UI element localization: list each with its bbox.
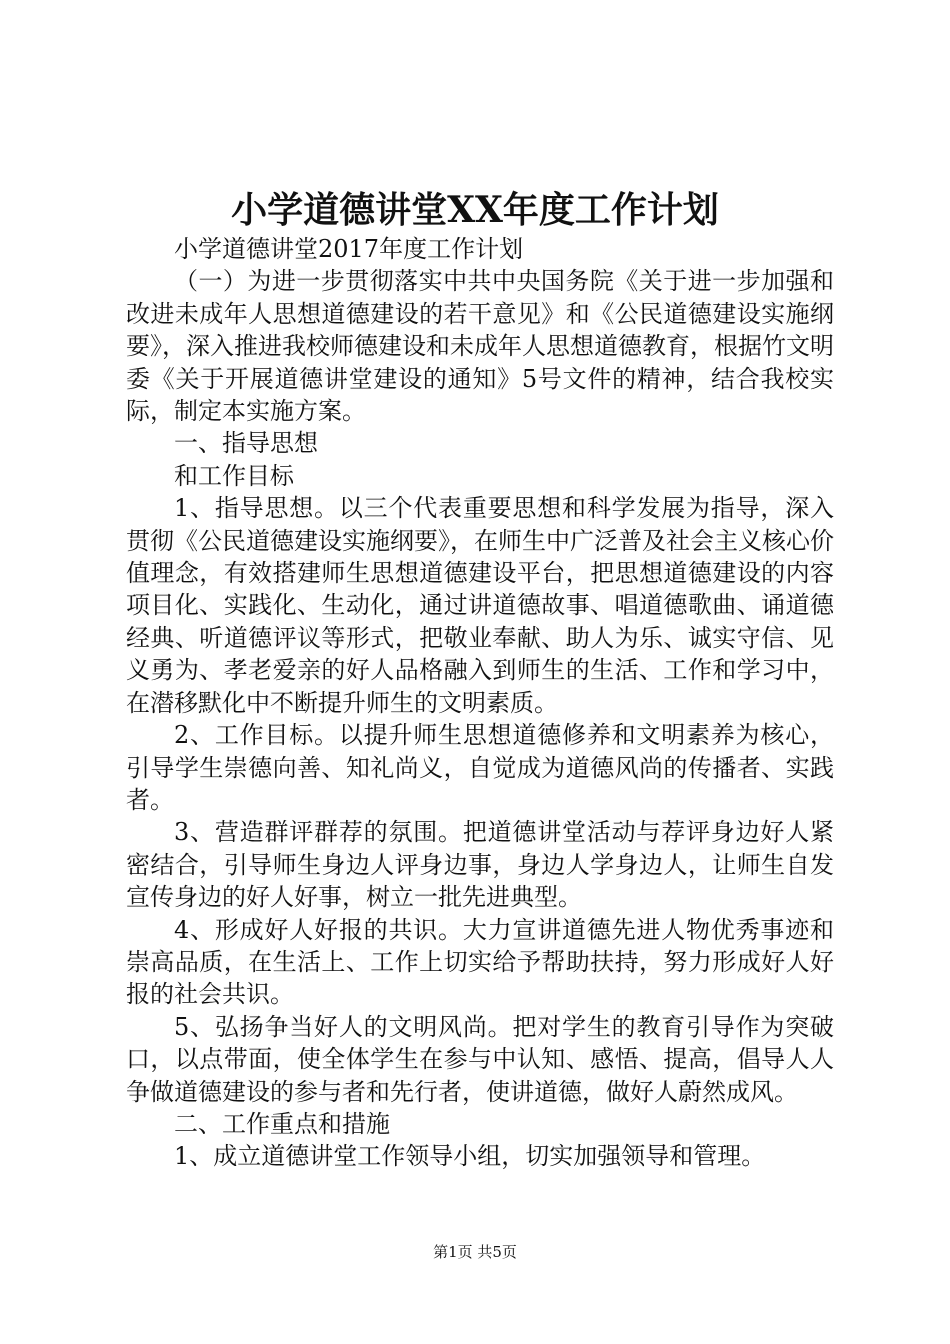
section-heading-1-cont: 和工作目标 [174, 461, 294, 490]
section-heading-2: 二、工作重点和措施 [174, 1109, 390, 1138]
paragraph-atmosphere: 3、营造群评群荐的氛围。把道德讲堂活动与荐评身边好人紧密结合，引导师生身边人评身边事，身边人学身边人，让师生自发宣传身边的好人好事，树立一批先进典型。 [126, 818, 834, 912]
paragraph-subtitle: 小学道德讲堂2017年度工作计划 [174, 235, 524, 263]
paragraph-consensus: 4、形成好人好报的共识。大力宣讲道德先进人物优秀事迹和崇高品质，在生活上、工作上切实给予帮助扶持，努力形成好人好报的社会共识。 [126, 915, 834, 1009]
paragraph-work-goal: 2、工作目标。以提升师生思想道德修养和文明素养为核心，引导学生崇德向善、知礼尚义，自觉成为道德风尚的传播者、实践者。 [126, 721, 834, 814]
paragraph-promote: 5、弘扬争当好人的文明风尚。把对学生的教育引导作为突破口，以点带面，使全体学生在参与中认知、感悟、提高，倡导人人争做道德建设的参与者和先行者，使讲道德，做好人蔚然成风。 [126, 1012, 834, 1106]
document-body [126, 233, 834, 1173]
section-heading-1: 一、指导思想 [174, 429, 318, 458]
page-footer: 第1页 共5页 [433, 1243, 517, 1261]
paragraph-guiding-ideology: 1、指导思想。以三个代表重要思想和科学发展为指导，深入贯彻《公民道德建设实施纲要》，在师生中广泛普及社会主义核心价值理念，有效搭建师生思想道德建设平台，把思想道德建设的内容项目化、实践化、生动化，通过讲道德故事、唱道德歌曲、诵道德经典、听道德评议等形式，把敬业奉献、助人为乐、诚实守信、见义勇为、孝老爱亲的好人品格融入到师生的生活、工作和学习中，在潜移默化中不断提升师生的文明素质。 [126, 494, 834, 717]
paragraph-intro: （一）为进一步贯彻落实中共中央国务院《关于进一步加强和改进未成年人思想道德建设的若干意见》和《公民道德建设实施纲要》，深入推进我校师德建设和未成年人思想道德教育，根据竹文明委《关于开展道德讲堂建设的通知》5号文件的精神，结合我校实际，制定本实施方案。 [126, 267, 834, 426]
document-title: 小学道德讲堂XX年度工作计划 [231, 189, 719, 231]
paragraph-leadership-group: 1、成立道德讲堂工作领导小组，切实加强领导和管理。 [174, 1142, 766, 1171]
